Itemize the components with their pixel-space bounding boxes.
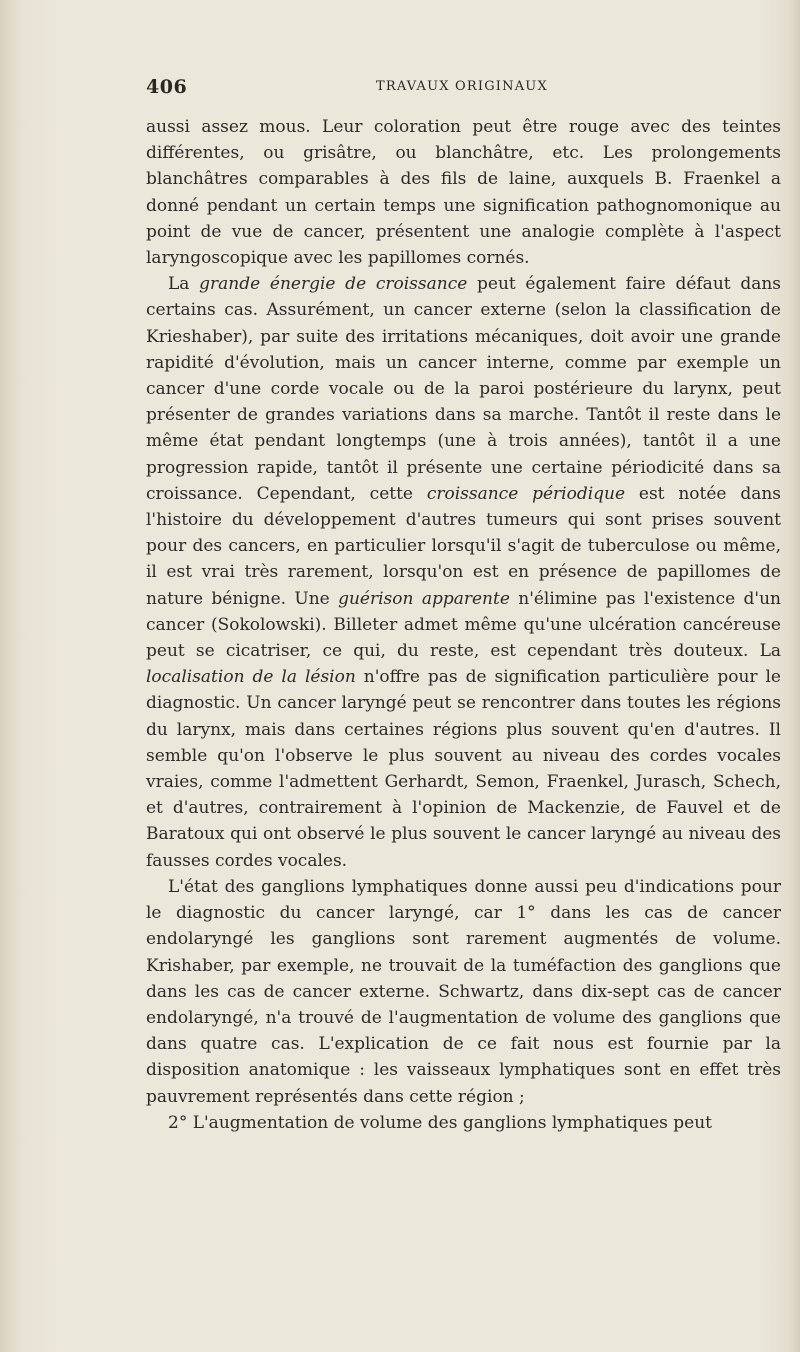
italic-phrase: grande énergie de croissance	[199, 274, 468, 295]
paragraph-3	[146, 874, 781, 1110]
italic-phrase: guérison apparente	[338, 588, 510, 609]
text-segment: aussi assez mous. Leur coloration peut être rouge avec des teintes différentes, ou grisâtre, ou blanchâtre, etc. Les prolongements blanchâtres comparables à des fils de laine, auxquels B. Fraenkel a donné pendant un certain temps une signification pathognomonique au point de vue de cancer, présentent une analogie complète à l'aspect laryngoscopique avec les papillomes cornés.	[146, 117, 781, 269]
body-text	[146, 114, 781, 1136]
page-number: 406	[146, 76, 188, 98]
paragraph-1	[146, 114, 781, 271]
page-header	[146, 76, 781, 100]
text-segment: La	[168, 274, 200, 295]
italic-phrase: localisation de la lésion	[146, 667, 356, 688]
running-title: TRAVAUX ORIGINAUX	[376, 79, 548, 94]
italic-phrase: croissance périodique	[426, 483, 626, 504]
paragraph-4	[146, 1110, 781, 1136]
text-segment: n'élimine pas l'existence d'un cancer (Sokolowski). Billeter admet même qu'une ulcération cancéreuse peut se cicatriser, ce qui, du reste, est cependant très douteux. La	[146, 588, 781, 662]
text-segment: n'offre pas de signification particulière pour le diagnostic. Un cancer laryngé peut se rencontrer dans toutes les régions du larynx, mais dans certaines régions plus souvent qu'en d'autres. Il semble qu'on l'observe le plus souvent au niveau des cordes vocales vraies, comme l'admettent Gerhardt, Semon, Fraenkel, Jurasch, Schech, et d'autres, contrairement à l'opinion de Mackenzie, de Fauvel et de Baratoux qui ont observé le plus souvent le cancer laryngé au niveau des fausses cordes vocales.	[146, 667, 781, 871]
text-segment: est notée dans l'histoire du développement d'autres tumeurs qui sont prises souvent pour des cancers, en particulier lorsqu'il s'agit de tuberculose ou même, il est vrai très rarement, lorsqu'on est en présence de papillomes de nature bénigne. Une	[146, 483, 782, 609]
paragraph-2	[146, 271, 781, 874]
text-segment: 2° L'augmentation de volume des ganglions lymphatiques peut	[168, 1112, 712, 1133]
text-segment: peut également faire défaut dans certains cas. Assurément, un cancer externe (selon la classification de Krieshaber), par suite des irritations mécaniques, doit avoir une grande rapidité d'évolution, mais un cancer interne, comme par exemple un cancer d'une corde vocale ou de la paroi postérieure du larynx, peut présenter de grandes variations dans sa marche. Tantôt il reste dans le même état pendant longtemps (une à trois années), tantôt il a une progression rapide, tantôt il présente une certaine périodicité dans sa croissance. Cependant, cette	[146, 274, 782, 504]
text-segment: L'état des ganglions lymphatiques donne aussi peu d'indications pour le diagnostic du cancer laryngé, car 1° dans les cas de cancer endolaryngé les ganglions sont rarement augmentés de volume. Krishaber, par exemple, ne trouvait de la tuméfaction des ganglions que dans les cas de cancer externe. Schwartz, dans dix-sept cas de cancer endolaryngé, n'a trouvé de l'augmentation de volume des ganglions que dans quatre cas. L'explication de ce fait nous est fournie par la disposition anatomique : les vaisseaux lymphatiques sont en effet très pauvrement représentés dans cette région ;	[146, 876, 781, 1107]
